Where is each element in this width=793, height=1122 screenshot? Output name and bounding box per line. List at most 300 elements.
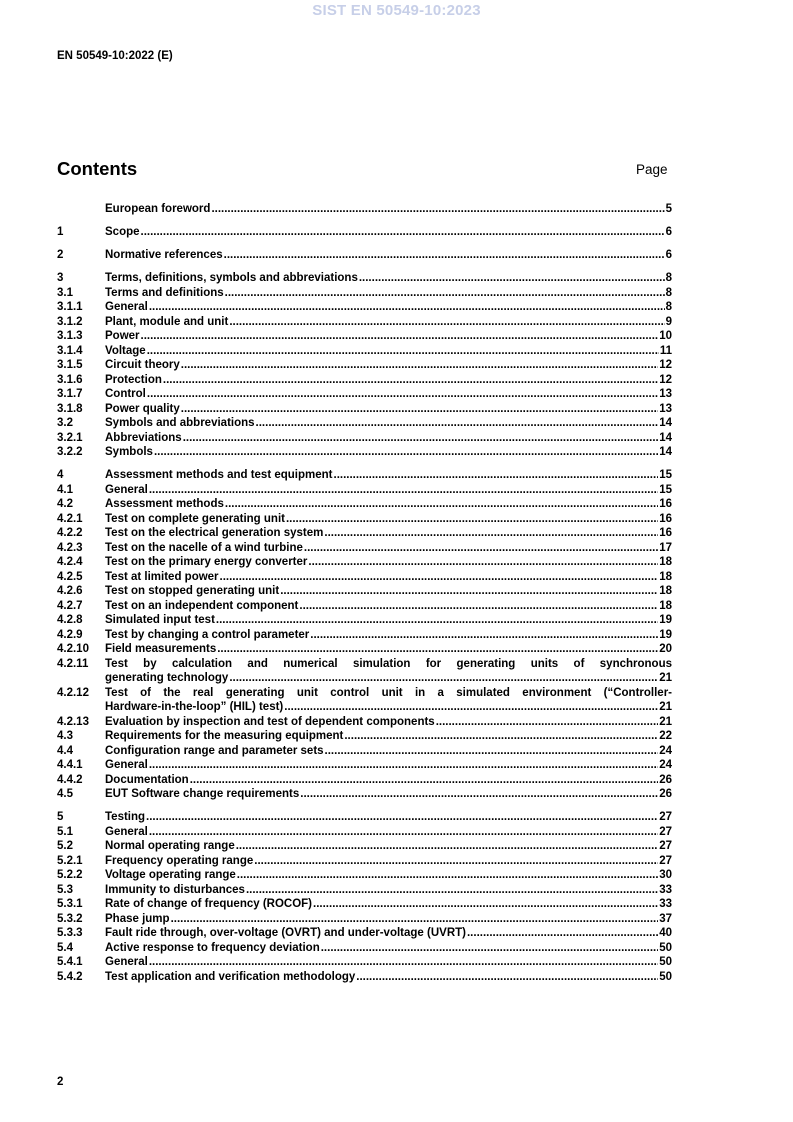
- toc-entry-title: Test on complete generating unit: [105, 512, 285, 525]
- toc-entry-number: 4.2.5: [57, 570, 83, 583]
- toc-entry-title: Circuit theory: [105, 359, 180, 371]
- toc-entry-body: [105, 729, 672, 744]
- toc-entry-title: Power: [105, 330, 140, 342]
- toc-entry-number: 3.1.8: [57, 402, 83, 415]
- dotted-leader: [171, 912, 659, 927]
- toc-entry-number: 5: [57, 811, 64, 823]
- toc-entry-number: 4.2.13: [57, 715, 89, 728]
- dotted-leader: [359, 271, 665, 286]
- toc-entry-title: Voltage operating range: [105, 869, 236, 881]
- toc-entry-body: [105, 613, 672, 628]
- dotted-leader: [321, 941, 658, 956]
- toc-entry-body: [105, 773, 672, 788]
- dotted-leader: [334, 468, 659, 483]
- toc-entry[interactable]: [57, 202, 672, 217]
- toc-entry[interactable]: [57, 541, 672, 556]
- toc-entry-page: 21: [659, 715, 672, 728]
- toc-entry-line: [105, 497, 672, 512]
- toc-entry-title: Rate of change of frequency (ROCOF): [105, 898, 313, 910]
- toc-entry-number: 4.2.3: [57, 541, 83, 554]
- dotted-leader: [220, 570, 659, 585]
- toc-entry-title: Control: [105, 388, 146, 400]
- toc-entry[interactable]: [57, 416, 672, 431]
- dotted-leader: [141, 329, 659, 344]
- toc-entry-page: 6: [665, 249, 672, 261]
- dotted-leader: [324, 526, 658, 541]
- toc-entry[interactable]: [57, 839, 672, 854]
- dotted-leader: [190, 773, 659, 788]
- dotted-leader: [304, 541, 658, 556]
- toc-entry[interactable]: [57, 570, 672, 585]
- toc-entry-body: [105, 584, 672, 599]
- toc-entry-line: [105, 526, 672, 541]
- toc-entry-page: 21: [659, 672, 672, 684]
- toc-entry[interactable]: [57, 854, 672, 869]
- toc-entry-body: [105, 642, 672, 657]
- toc-entry-body: [105, 315, 672, 330]
- toc-entry-line: [105, 555, 672, 570]
- toc-entry-page: 8: [665, 301, 672, 313]
- toc-entry-line: [105, 839, 672, 854]
- toc-entry-line: [105, 758, 672, 773]
- dotted-leader: [211, 202, 664, 217]
- toc-entry-title: General: [105, 956, 148, 968]
- toc-entry-page: 33: [659, 898, 672, 910]
- toc-entry-title: Symbols and abbreviations: [105, 417, 255, 429]
- toc-entry-body: [105, 271, 672, 286]
- toc-entry-body: [105, 686, 672, 715]
- toc-entry[interactable]: [57, 657, 672, 686]
- toc-entry-number: 5.4.1: [57, 956, 83, 968]
- dotted-leader: [146, 810, 658, 825]
- toc-entry-title: Documentation: [105, 773, 189, 786]
- toc-entry[interactable]: [57, 468, 672, 483]
- toc-entry-line: [105, 248, 672, 263]
- toc-entry-line: [105, 584, 672, 599]
- toc-entry-title-line1: Test by calculation and numerical simulation for generating units of synchronous: [105, 657, 672, 670]
- toc-entry[interactable]: [57, 584, 672, 599]
- dotted-leader: [147, 387, 658, 402]
- toc-entry-title: Normal operating range: [105, 840, 235, 852]
- toc-entry-line: [105, 286, 672, 301]
- toc-entry-body: [105, 512, 672, 527]
- toc-entry-body: [105, 329, 672, 344]
- toc-entry-body: [105, 497, 672, 512]
- toc-entry[interactable]: [57, 715, 672, 730]
- toc-entry-body: [105, 300, 672, 315]
- toc-entry-title: Test at limited power: [105, 570, 219, 583]
- dotted-leader: [310, 628, 658, 643]
- toc-entry-page: 24: [659, 759, 672, 771]
- toc-entry-body: [105, 955, 672, 970]
- toc-entry-number: 1: [57, 226, 64, 238]
- toc-entry-number: 4.1: [57, 483, 73, 496]
- toc-entry-line: [105, 825, 672, 840]
- dotted-leader: [467, 926, 658, 941]
- dotted-leader: [225, 497, 658, 512]
- toc-entry-line: [105, 344, 672, 359]
- toc-entry-number: 2: [57, 249, 64, 261]
- toc-entry-page: 14: [659, 417, 672, 429]
- dotted-leader: [246, 883, 658, 898]
- toc-entry-title: Protection: [105, 373, 162, 386]
- toc-entry-number: 5.4: [57, 941, 73, 954]
- toc-entry[interactable]: [57, 825, 672, 840]
- toc-entry-page: 10: [659, 330, 672, 342]
- dotted-leader: [147, 344, 659, 359]
- toc-entry-title: General: [105, 483, 148, 496]
- toc-entry-page: 27: [659, 854, 672, 867]
- dotted-leader: [237, 868, 658, 883]
- toc-entry[interactable]: [57, 402, 672, 417]
- toc-entry-page: 12: [659, 359, 672, 371]
- toc-entry-line: [105, 868, 672, 883]
- toc-entry-number: 3.1.7: [57, 388, 83, 400]
- dotted-leader: [286, 512, 658, 527]
- toc-entry-body: [105, 445, 672, 460]
- toc-entry-number: 4.2.7: [57, 599, 83, 612]
- toc-entry-line: [105, 955, 672, 970]
- toc-entry-title: European foreword: [105, 203, 211, 215]
- toc-entry-body: [105, 202, 672, 217]
- toc-entry-line: [105, 468, 672, 483]
- toc-entry-title: Test on the nacelle of a wind turbine: [105, 541, 303, 554]
- toc-entry-line: [105, 225, 672, 240]
- toc-entry[interactable]: [57, 773, 672, 788]
- toc-entry-page: 20: [659, 643, 672, 655]
- toc-entry-title: Terms and definitions: [105, 286, 224, 299]
- watermark: SIST EN 50549-10:2023: [312, 2, 481, 19]
- toc-entry-number: 5.1: [57, 825, 73, 838]
- toc-entry-title: Simulated input test: [105, 614, 215, 626]
- toc-entry-line: [105, 483, 672, 498]
- toc-entry-title: General: [105, 825, 148, 838]
- toc-entry-page: 13: [659, 388, 672, 400]
- toc-entry-line: [105, 729, 672, 744]
- toc-entry[interactable]: [57, 286, 672, 301]
- toc-entry-page: 21: [659, 701, 672, 713]
- toc-entry-number: 4.2.8: [57, 614, 83, 626]
- toc-entry-page: 50: [659, 941, 672, 954]
- toc-entry-title: Hardware-in-the-loop” (HIL) test): [105, 701, 284, 713]
- toc-entry-number: 4.2.6: [57, 585, 83, 597]
- toc-entry-body: [105, 868, 672, 883]
- toc-entry-line: [105, 883, 672, 898]
- contents-title: Contents: [57, 158, 138, 179]
- toc-entry-line: [105, 387, 672, 402]
- toc-entry-title: Normative references: [105, 249, 223, 261]
- toc-entry-title: Abbreviations: [105, 431, 182, 444]
- toc-entry-number: 4.3: [57, 730, 73, 742]
- dotted-leader: [181, 358, 658, 373]
- toc-entry-body: [105, 657, 672, 686]
- toc-entry-line: [105, 541, 672, 556]
- toc-entry[interactable]: [57, 445, 672, 460]
- toc-entry-body: [105, 926, 672, 941]
- toc-entry-page: 16: [659, 527, 672, 539]
- footer-page-number: 2: [57, 1076, 64, 1088]
- toc-entry-title: EUT Software change requirements: [105, 788, 300, 800]
- toc-entry[interactable]: [57, 897, 672, 912]
- toc-entry[interactable]: [57, 329, 672, 344]
- toc-entry-page: 40: [659, 927, 672, 939]
- toc-entry-title: Immunity to disturbances: [105, 883, 245, 896]
- toc-entry-line: [105, 854, 672, 869]
- toc-entry-number: 4.4: [57, 744, 73, 757]
- toc-entry-line: [105, 512, 672, 527]
- toc-entry-line: [105, 926, 672, 941]
- toc-entry-number: 5.3.3: [57, 927, 83, 939]
- toc-entry-number: 3.2: [57, 417, 73, 429]
- toc-entry-title: Assessment methods: [105, 498, 224, 510]
- toc-entry-number: 4.4.2: [57, 773, 83, 786]
- dotted-leader: [149, 758, 658, 773]
- toc-entry[interactable]: [57, 271, 672, 286]
- dotted-leader: [229, 315, 664, 330]
- toc-entry[interactable]: [57, 497, 672, 512]
- toc-entry-number: 4: [57, 469, 64, 481]
- toc-entry-page: 12: [659, 373, 672, 386]
- dotted-leader: [141, 225, 665, 240]
- toc-entry-body: [105, 744, 672, 759]
- dotted-leader: [325, 744, 659, 759]
- toc-entry[interactable]: [57, 555, 672, 570]
- toc-entry-body: [105, 854, 672, 869]
- dotted-leader: [284, 700, 658, 715]
- toc-entry-page: 27: [659, 825, 672, 838]
- toc-entry-body: [105, 225, 672, 240]
- document-id-header: EN 50549-10:2022 (E): [57, 50, 173, 62]
- toc-entry-body: [105, 483, 672, 498]
- dotted-leader: [344, 729, 658, 744]
- toc-entry-number: 3.2.1: [57, 431, 83, 444]
- dotted-leader: [183, 431, 659, 446]
- toc-entry[interactable]: [57, 358, 672, 373]
- toc-entry-number: 4.2.1: [57, 512, 83, 525]
- toc-entry-title: Test application and verification methodology: [105, 970, 356, 983]
- toc-entry-page: 17: [659, 541, 672, 554]
- toc-entry-line: [105, 970, 672, 985]
- table-of-contents: [57, 202, 672, 984]
- dotted-leader: [300, 787, 658, 802]
- toc-entry-line: [105, 315, 672, 330]
- toc-entry-line: [105, 744, 672, 759]
- toc-entry[interactable]: [57, 599, 672, 614]
- toc-entry-page: 9: [665, 315, 672, 328]
- toc-entry-line: [105, 671, 672, 686]
- toc-entry-number: 3.1.3: [57, 330, 83, 342]
- dotted-leader: [163, 373, 658, 388]
- toc-entry-body: [105, 897, 672, 912]
- toc-entry-title: Test by changing a control parameter: [105, 628, 310, 641]
- toc-entry-page: 26: [659, 773, 672, 786]
- toc-entry-body: [105, 555, 672, 570]
- toc-entry-page: 30: [659, 869, 672, 881]
- toc-entry-number: 5.2.2: [57, 869, 83, 881]
- toc-entry-line: [105, 271, 672, 286]
- toc-entry-title: Configuration range and parameter sets: [105, 744, 324, 757]
- toc-entry-title: Field measurements: [105, 643, 217, 655]
- toc-entry[interactable]: [57, 628, 672, 643]
- toc-entry-title: Fault ride through, over-voltage (OVRT) and under-voltage (UVRT): [105, 927, 466, 939]
- toc-entry-number: 3.1.5: [57, 359, 83, 371]
- toc-entry-title: Terms, definitions, symbols and abbreviations: [105, 272, 358, 284]
- toc-entry-number: 3.1.1: [57, 301, 83, 313]
- toc-entry[interactable]: [57, 729, 672, 744]
- dotted-leader: [149, 825, 658, 840]
- toc-entry-body: [105, 526, 672, 541]
- toc-entry-title: Power quality: [105, 402, 180, 415]
- toc-entry-number: 5.3.2: [57, 912, 83, 925]
- toc-entry-line: [105, 402, 672, 417]
- toc-entry-number: 4.2: [57, 498, 73, 510]
- dotted-leader: [280, 584, 658, 599]
- toc-entry-title: Evaluation by inspection and test of dependent components: [105, 715, 435, 728]
- toc-entry-body: [105, 912, 672, 927]
- toc-entry-page: 16: [659, 512, 672, 525]
- toc-entry-line: [105, 941, 672, 956]
- toc-entry[interactable]: [57, 613, 672, 628]
- toc-entry[interactable]: [57, 970, 672, 985]
- toc-entry-page: 8: [665, 286, 672, 299]
- toc-entry-line: [105, 787, 672, 802]
- toc-entry-page: 27: [659, 811, 672, 823]
- toc-entry-page: 26: [659, 788, 672, 800]
- toc-entry-body: [105, 416, 672, 431]
- toc-entry-page: 18: [659, 556, 672, 568]
- toc-entry-number: 4.5: [57, 788, 73, 800]
- toc-entry[interactable]: [57, 787, 672, 802]
- toc-entry-line: [105, 416, 672, 431]
- toc-entry-line: [105, 570, 672, 585]
- toc-entry-page: 15: [659, 469, 672, 481]
- toc-entry-page: 14: [659, 446, 672, 458]
- dotted-leader: [149, 483, 658, 498]
- toc-entry[interactable]: [57, 483, 672, 498]
- toc-entry-number: 5.2.1: [57, 854, 83, 867]
- page-column-label: Page: [636, 162, 668, 177]
- toc-entry-line: [105, 773, 672, 788]
- toc-entry-body: [105, 715, 672, 730]
- toc-entry-body: [105, 541, 672, 556]
- toc-entry-number: 3.1.6: [57, 373, 83, 386]
- toc-entry-body: [105, 599, 672, 614]
- toc-entry-body: [105, 825, 672, 840]
- toc-entry[interactable]: [57, 344, 672, 359]
- toc-entry-line: [105, 202, 672, 217]
- toc-entry[interactable]: [57, 810, 672, 825]
- toc-entry[interactable]: [57, 642, 672, 657]
- dotted-leader: [217, 642, 658, 657]
- dotted-leader: [308, 555, 658, 570]
- toc-entry-title: generating technology: [105, 672, 229, 684]
- toc-entry-page: 33: [659, 883, 672, 896]
- toc-entry-body: [105, 373, 672, 388]
- toc-entry-body: [105, 402, 672, 417]
- toc-entry[interactable]: [57, 431, 672, 446]
- toc-entry-line: [105, 431, 672, 446]
- toc-entry[interactable]: [57, 912, 672, 927]
- toc-entry-page: 50: [659, 970, 672, 983]
- dotted-leader: [229, 671, 658, 686]
- toc-entry[interactable]: [57, 926, 672, 941]
- toc-entry[interactable]: [57, 300, 672, 315]
- toc-entry-number: 5.4.2: [57, 970, 83, 983]
- toc-entry[interactable]: [57, 373, 672, 388]
- toc-entry[interactable]: [57, 686, 672, 715]
- toc-entry-title-line1: Test of the real generating unit control unit in a simulated environment (“Controller-: [105, 686, 672, 699]
- toc-entry[interactable]: [57, 387, 672, 402]
- toc-entry-body: [105, 468, 672, 483]
- toc-entry[interactable]: [57, 512, 672, 527]
- toc-entry-body: [105, 344, 672, 359]
- toc-entry[interactable]: [57, 941, 672, 956]
- toc-entry-title: Test on stopped generating unit: [105, 585, 280, 597]
- toc-entry-title: Test on the primary energy converter: [105, 556, 308, 568]
- toc-entry-line: [105, 810, 672, 825]
- toc-entry-title: General: [105, 301, 148, 313]
- toc-entry-title: Requirements for the measuring equipment: [105, 730, 344, 742]
- toc-entry-body: [105, 839, 672, 854]
- toc-entry-page: 8: [665, 272, 672, 284]
- toc-entry[interactable]: [57, 526, 672, 541]
- toc-entry-number: 3.1.4: [57, 344, 83, 357]
- toc-entry-page: 14: [659, 431, 672, 444]
- toc-entry[interactable]: [57, 315, 672, 330]
- toc-entry-body: [105, 248, 672, 263]
- toc-entry-page: 6: [665, 226, 672, 238]
- dotted-leader: [224, 248, 665, 263]
- toc-entry-body: [105, 358, 672, 373]
- toc-entry-page: 5: [665, 203, 672, 215]
- toc-entry[interactable]: [57, 868, 672, 883]
- toc-entry-title: Phase jump: [105, 912, 170, 925]
- toc-entry-number: 5.3.1: [57, 898, 83, 910]
- toc-entry[interactable]: [57, 225, 672, 240]
- toc-entry-page: 18: [659, 570, 672, 583]
- toc-entry-page: 19: [659, 614, 672, 626]
- toc-entry-title: Scope: [105, 226, 140, 238]
- toc-entry-page: 16: [659, 498, 672, 510]
- toc-entry-number: 5.3: [57, 883, 73, 896]
- toc-entry-line: [105, 628, 672, 643]
- toc-entry-line: [105, 599, 672, 614]
- toc-entry-page: 27: [659, 840, 672, 852]
- dotted-leader: [313, 897, 658, 912]
- dotted-leader: [356, 970, 658, 985]
- toc-entry-page: 11: [659, 344, 672, 357]
- toc-entry[interactable]: [57, 248, 672, 263]
- toc-entry[interactable]: [57, 744, 672, 759]
- toc-entry-number: 3: [57, 272, 64, 284]
- dotted-leader: [256, 416, 659, 431]
- toc-entry[interactable]: [57, 883, 672, 898]
- toc-entry[interactable]: [57, 758, 672, 773]
- toc-entry[interactable]: [57, 955, 672, 970]
- toc-entry-line: [105, 329, 672, 344]
- toc-entry-line: [105, 700, 672, 715]
- dotted-leader: [236, 839, 658, 854]
- toc-entry-number: 4.2.12: [57, 686, 89, 699]
- toc-entry-title: Frequency operating range: [105, 854, 254, 867]
- dotted-leader: [154, 445, 658, 460]
- toc-entry-number: 4.4.1: [57, 759, 83, 771]
- toc-entry-title: Assessment methods and test equipment: [105, 469, 333, 481]
- toc-entry-number: 4.2.9: [57, 628, 83, 641]
- toc-entry-line: [105, 445, 672, 460]
- toc-entry-body: [105, 628, 672, 643]
- toc-entry-number: 3.1: [57, 286, 73, 299]
